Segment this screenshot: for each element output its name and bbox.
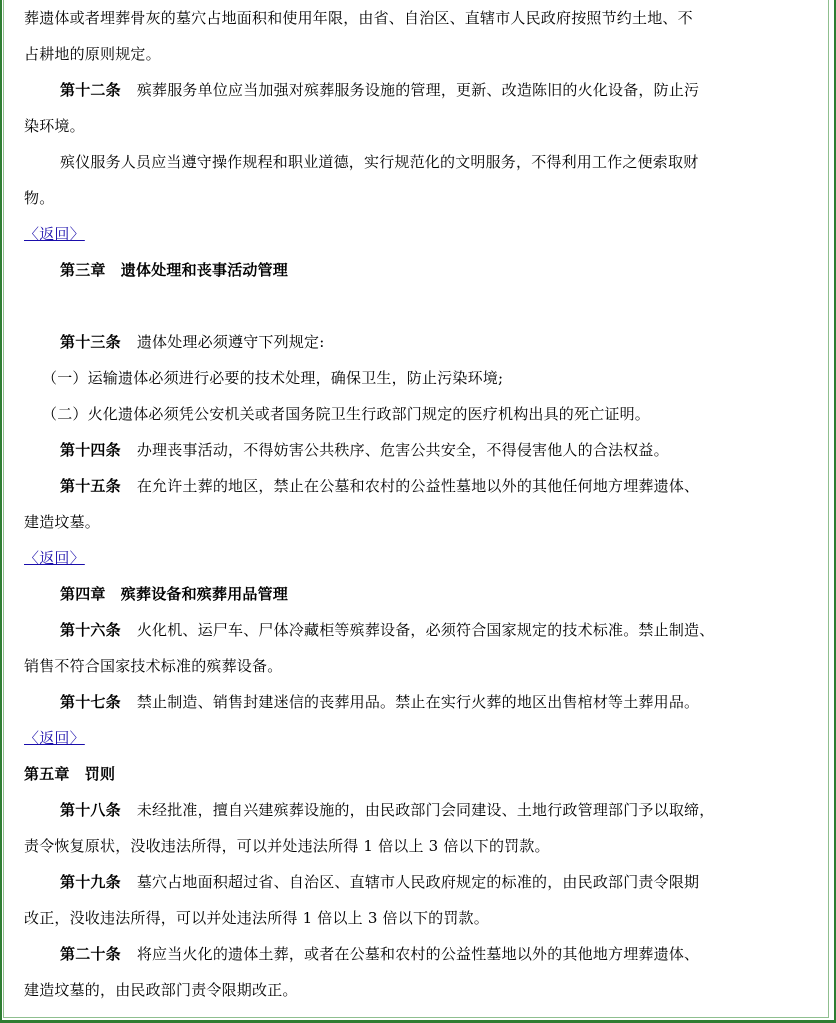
article-19 — [24, 864, 814, 900]
article-16 — [24, 612, 814, 648]
article-15-text: 在允许土葬的地区，禁止在公墓和农村的公益性墓地以外的其他任何地方埋葬遗体、 — [136, 477, 700, 495]
article-19-line-2: 改正，没收违法所得，可以并处违法所得 1 倍以上 3 倍以下的罚款。 — [24, 909, 489, 927]
article-12-para-2-line-2: 物。 — [24, 189, 55, 207]
article-13 — [24, 324, 814, 360]
article-14 — [24, 432, 814, 468]
article-19-text: 墓穴占地面积超过省、自治区、直辖市人民政府规定的标准的，由民政部门责令限期 — [136, 873, 700, 891]
article-12-line-2: 染环境。 — [24, 117, 85, 135]
article-18-label: 第十八条 — [60, 801, 121, 819]
document-body — [24, 0, 814, 1008]
back-link[interactable]: 〈返回〉 — [24, 225, 85, 243]
article-11-continued-line-1: 葬遗体或者埋葬骨灰的墓穴占地面积和使用年限，由省、自治区、直辖市人民政府按照节约土地、不 — [24, 9, 693, 27]
article-15 — [24, 468, 814, 504]
back-link[interactable]: 〈返回〉 — [24, 549, 85, 567]
article-16-label: 第十六条 — [60, 621, 121, 639]
article-20 — [24, 936, 814, 972]
article-17 — [24, 684, 814, 720]
article-16-text: 火化机、运尸车、尸体冷藏柜等殡葬设备，必须符合国家规定的技术标准。禁止制造、 — [136, 621, 715, 639]
article-18-text: 未经批准，擅自兴建殡葬设施的，由民政部门会同建设、土地行政管理部门予以取缔， — [136, 801, 715, 819]
article-13-item-1: （一）运输遗体必须进行必要的技术处理，确保卫生，防止污染环境; — [42, 369, 504, 387]
article-11-continued-line-2: 占耕地的原则规定。 — [24, 45, 161, 63]
article-17-text: 禁止制造、销售封建迷信的丧葬用品。禁止在实行火葬的地区出售棺材等土葬用品。 — [136, 693, 700, 711]
article-20-text: 将应当火化的遗体土葬，或者在公墓和农村的公益性墓地以外的其他地方埋葬遗体、 — [136, 945, 700, 963]
article-12-text: 殡葬服务单位应当加强对殡葬服务设施的管理，更新、改造陈旧的火化设备，防止污 — [136, 81, 700, 99]
article-20-line-2: 建造坟墓的，由民政部门责令限期改正。 — [24, 981, 298, 999]
back-link[interactable]: 〈返回〉 — [24, 729, 85, 747]
chapter-5-title: 第五章 罚则 — [24, 765, 116, 783]
article-15-line-2: 建造坟墓。 — [24, 513, 101, 531]
article-13-text: 遗体处理必须遵守下列规定: — [136, 333, 325, 351]
article-14-label: 第十四条 — [60, 441, 121, 459]
spacer — [24, 288, 814, 324]
article-19-label: 第十九条 — [60, 873, 121, 891]
article-17-label: 第十七条 — [60, 693, 121, 711]
chapter-4-title: 第四章 殡葬设备和殡葬用品管理 — [60, 585, 289, 603]
article-18-line-2: 责令恢复原状，没收违法所得，可以并处违法所得 1 倍以上 3 倍以下的罚款。 — [24, 837, 550, 855]
article-13-item-2: （二）火化遗体必须凭公安机关或者国务院卫生行政部门规定的医疗机构出具的死亡证明。 — [42, 405, 651, 423]
article-13-label: 第十三条 — [60, 333, 121, 351]
article-12 — [24, 72, 814, 108]
article-12-label: 第十二条 — [60, 81, 121, 99]
chapter-3-title: 第三章 遗体处理和丧事活动管理 — [60, 261, 289, 279]
article-14-text: 办理丧事活动，不得妨害公共秩序、危害公共安全，不得侵害他人的合法权益。 — [136, 441, 669, 459]
article-20-label: 第二十条 — [60, 945, 121, 963]
article-12-para-2-line-1: 殡仪服务人员应当遵守操作规程和职业道德，实行规范化的文明服务，不得利用工作之便索取财 — [60, 153, 699, 171]
article-16-line-2: 销售不符合国家技术标准的殡葬设备。 — [24, 657, 283, 675]
article-18 — [24, 792, 814, 828]
article-15-label: 第十五条 — [60, 477, 121, 495]
